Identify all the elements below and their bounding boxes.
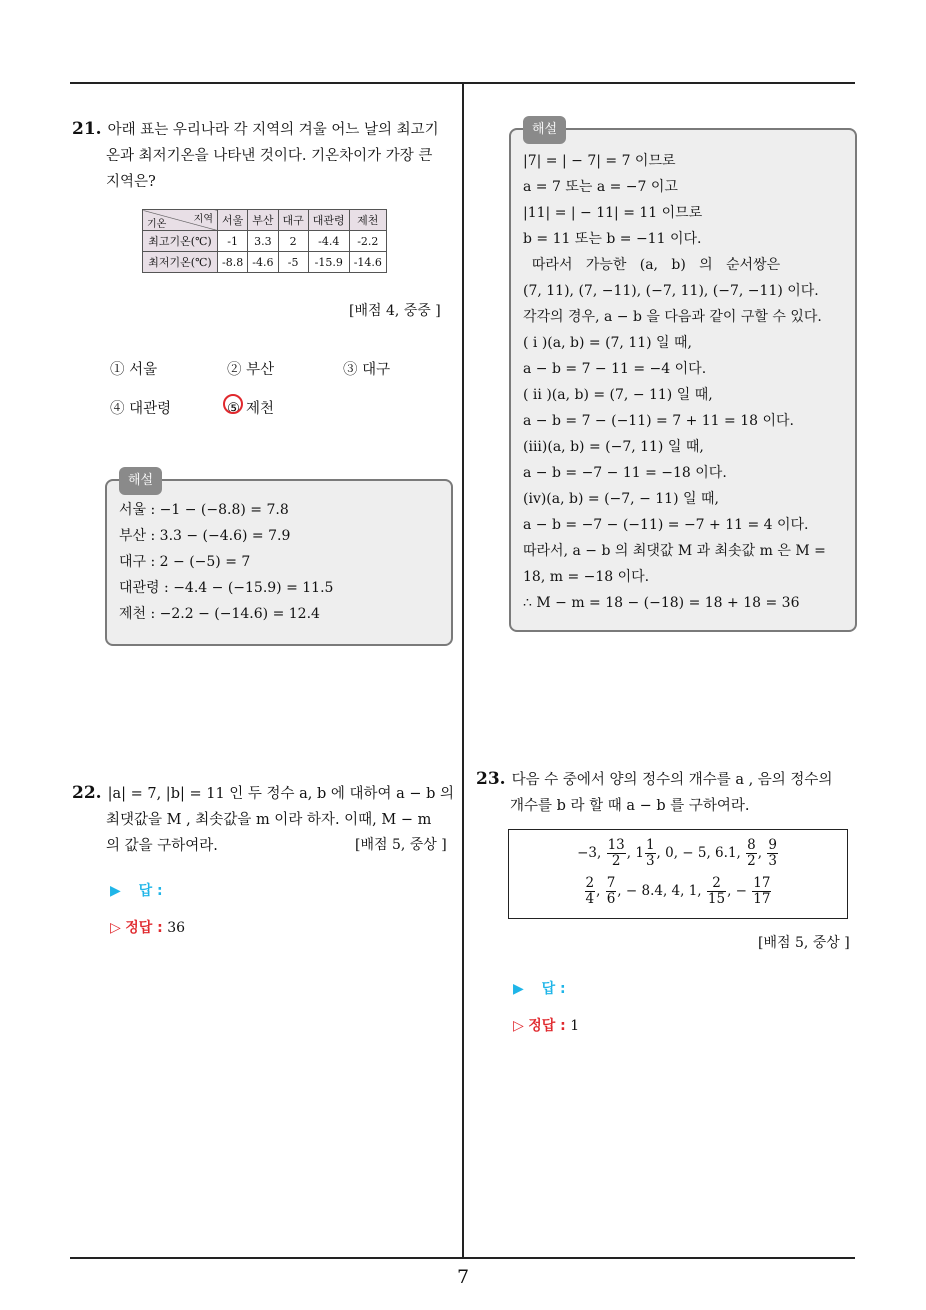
table-cell: -8.8 (218, 252, 248, 273)
correct-value: 36 (167, 920, 186, 936)
points-label: [배점 5, 중상 ] (355, 837, 447, 853)
solution-line: a = 7 또는 a = −7 이고 (523, 179, 678, 195)
column-header: 부산 (248, 210, 278, 231)
number-list-line-2 (509, 876, 847, 907)
question-text-line: 다음 수 중에서 양의 정수의 개수를 a , 음의 정수의 (511, 772, 833, 788)
question-23 (476, 766, 861, 819)
solution-line: 따라서, a − b 의 최댓값 M 과 최솟값 m 은 M = (523, 543, 826, 559)
solution-line: 대구 : 2 − (−5) = 7 (119, 554, 251, 570)
fraction: $\frac{1}{3}$ (645, 837, 655, 869)
bottom-rule (70, 1257, 855, 1259)
number-text: −3, (577, 845, 602, 861)
selected-circle-icon (223, 394, 243, 414)
number-list-line-1 (509, 838, 847, 869)
question-number: 21. (72, 119, 102, 139)
solution-line: a − b = −7 − 11 = −18 이다. (523, 465, 727, 481)
table-cell: 2 (278, 231, 308, 252)
solution-line: ( ii )(a, b) = (7, − 11) 일 때, (523, 387, 713, 403)
answer-label: 답 : (138, 883, 163, 899)
choice-5-number: ⑤ (227, 401, 240, 417)
choice-3[interactable]: ③ 대구 (343, 362, 391, 378)
choice-5[interactable] (227, 397, 274, 418)
choice-2[interactable]: ② 부산 (227, 362, 275, 378)
solution-line: a − b = 7 − (−11) = 7 + 11 = 18 이다. (523, 413, 794, 429)
solution-box-22 (509, 122, 857, 632)
question-text-line: 지역은? (106, 174, 156, 190)
solution-line: |11| = | − 11| = 11 이므로 (523, 205, 703, 221)
question-text-line: 의 값을 구하여라. (106, 838, 218, 854)
table-cell: -2.2 (349, 231, 386, 252)
row-label: 최저기온(℃) (143, 252, 218, 273)
question-text-line: 아래 표는 우리나라 각 지역의 겨울 어느 날의 최고기 (107, 122, 439, 138)
choice-4[interactable]: ④ 대관령 (110, 401, 172, 417)
points-label: [배점 5, 중상 ] (758, 935, 850, 951)
column-divider (462, 82, 464, 1259)
table-cell: -1 (218, 231, 248, 252)
row-label: 최고기온(℃) (143, 231, 218, 252)
question-21 (72, 116, 457, 195)
solution-line: (7, 11), (7, −11), (−7, 11), (−7, −11) 이다. (523, 283, 819, 299)
solution-line: 대관령 : −4.4 − (−15.9) = 11.5 (119, 580, 334, 596)
fraction: $\frac{2}{15}$ (707, 875, 726, 907)
answer-row-22[interactable] (110, 880, 163, 900)
solution-line: a − b = 7 − 11 = −4 이다. (523, 361, 707, 377)
play-outline-icon: ▷ (110, 920, 121, 936)
points-label: [배점 4, 중중 ] (349, 303, 441, 319)
question-text-line: 최댓값을 M , 최솟값을 m 이라 하자. 이때, M − m (106, 812, 432, 828)
number-text: , (757, 845, 763, 861)
play-outline-icon: ▷ (513, 1018, 524, 1034)
corner-bottom-label: 기온 (147, 219, 167, 230)
corner-top-label: 지역 (193, 214, 213, 225)
column-header: 대관령 (308, 210, 349, 231)
fraction: $\frac{7}{6}$ (606, 875, 616, 907)
number-text: , (596, 883, 601, 899)
number-text: , − 8.4, 4, 1, (617, 883, 702, 899)
correct-label: 정답 : (528, 1018, 566, 1034)
solution-line: 18, m = −18 이다. (523, 569, 650, 585)
column-header: 대구 (278, 210, 308, 231)
correct-value: 1 (570, 1018, 580, 1034)
solution-line: 제천 : −2.2 − (−14.6) = 12.4 (119, 606, 320, 622)
solution-line: (iii)(a, b) = (−7, 11) 일 때, (523, 439, 704, 455)
number-list-box (508, 829, 848, 919)
column-header: 서울 (218, 210, 248, 231)
fraction: $\frac{9}{3}$ (768, 837, 777, 869)
solution-line: 부산 : 3.3 − (−4.6) = 7.9 (119, 528, 291, 544)
column-header: 제천 (349, 210, 386, 231)
table-cell: -4.6 (248, 252, 278, 273)
number-text: , 1 (626, 845, 644, 861)
table-row (143, 252, 387, 273)
solution-line: 따라서 가능한 (a, b) 의 순서쌍은 (523, 257, 781, 273)
table-corner-cell (143, 210, 218, 231)
fraction: $\frac{2}{4}$ (585, 875, 595, 907)
fraction: $\frac{13}{2}$ (607, 837, 625, 869)
table-cell: -4.4 (308, 231, 349, 252)
choice-1[interactable]: ① 서울 (110, 362, 158, 378)
solution-tab: 해설 (523, 116, 566, 144)
solution-tab: 해설 (119, 467, 162, 495)
play-icon: ▶ (110, 883, 121, 899)
fraction: $\frac{8}{2}$ (747, 837, 756, 869)
question-number: 23. (476, 769, 506, 789)
correct-label: 정답 : (125, 920, 163, 936)
choice-5-label: 제천 (246, 401, 275, 417)
question-text-line: |a| = 7, |b| = 11 인 두 정수 a, b 에 대하여 a − b 의 (107, 786, 455, 802)
solution-line: (iv)(a, b) = (−7, − 11) 일 때, (523, 491, 719, 507)
page-number: 7 (456, 1266, 470, 1288)
play-icon: ▶ (513, 981, 524, 997)
table-cell: 3.3 (248, 231, 278, 252)
temperature-table (142, 209, 387, 273)
correct-answer-22 (110, 917, 185, 937)
question-text-line: 온과 최저기온을 나타낸 것이다. 기온차이가 가장 큰 (106, 148, 433, 164)
solution-line: b = 11 또는 b = −11 이다. (523, 231, 702, 247)
solution-line: a − b = −7 − (−11) = −7 + 11 = 4 이다. (523, 517, 809, 533)
solution-line: ( i )(a, b) = (7, 11) 일 때, (523, 335, 693, 351)
solution-line: 서울 : −1 − (−8.8) = 7.8 (119, 502, 289, 518)
table-cell: -14.6 (349, 252, 386, 273)
fraction: $\frac{17}{17}$ (753, 875, 771, 907)
table-cell: -5 (278, 252, 308, 273)
solution-box-21 (105, 473, 453, 646)
question-number: 22. (72, 783, 102, 803)
number-text: , − (727, 883, 747, 899)
number-text: , 0, − 5, 6.1, (656, 845, 741, 861)
solution-line: |7| = | − 7| = 7 이므로 (523, 153, 676, 169)
table-cell: -15.9 (308, 252, 349, 273)
answer-label: 답 : (541, 981, 566, 997)
table-row (143, 231, 387, 252)
answer-row-23[interactable] (513, 978, 566, 998)
question-text-line: 개수를 b 라 할 때 a − b 를 구하여라. (510, 798, 750, 814)
solution-line: ∴ M − m = 18 − (−18) = 18 + 18 = 36 (523, 595, 800, 611)
correct-answer-23 (513, 1015, 579, 1035)
solution-line: 각각의 경우, a − b 을 다음과 같이 구할 수 있다. (523, 309, 822, 325)
